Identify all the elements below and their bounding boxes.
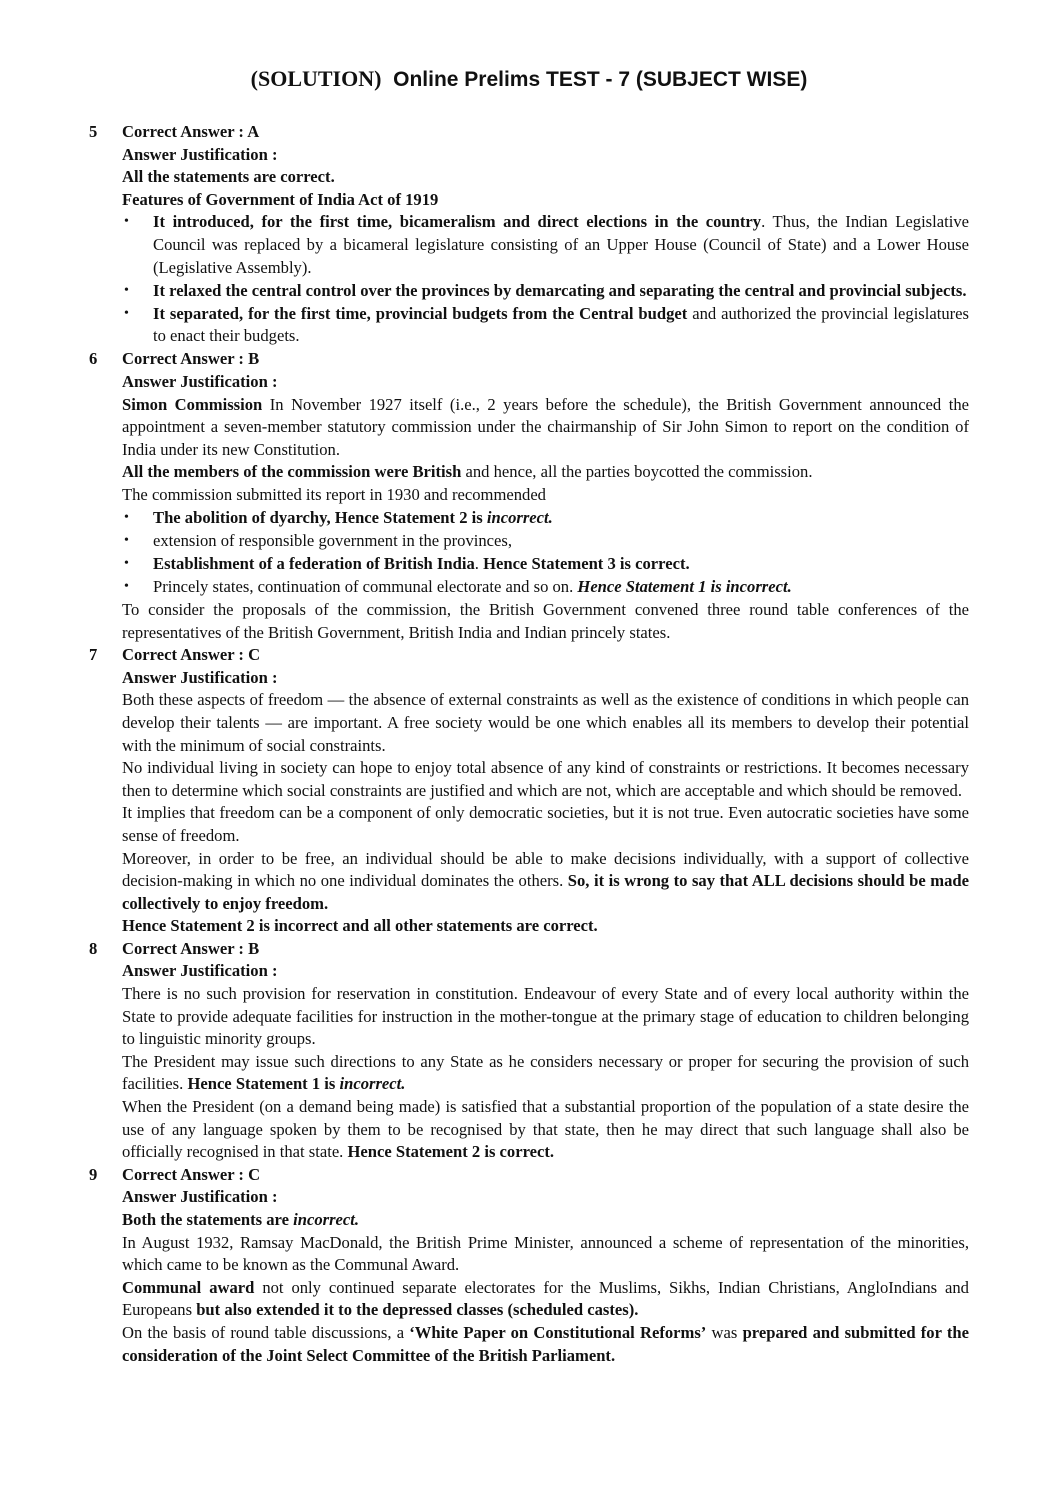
justification-label: Answer Justification : xyxy=(122,961,278,981)
bullet-list xyxy=(122,211,969,348)
justification-paragraph xyxy=(122,1209,969,1232)
justification-label: Answer Justification : xyxy=(122,144,278,164)
bold-text xyxy=(340,1074,406,1093)
justification-paragraph: Communal award not only continued separate electorates for the Muslims, Sikhs, Indian Christians, AngloIndians and Europeans but also extended it to the depressed classes (scheduled castes). xyxy=(122,1277,969,1320)
justification-label: Answer Justification : xyxy=(122,1187,278,1207)
italic-text: incorrect. xyxy=(486,507,553,527)
italic-text: incorrect. xyxy=(339,1074,406,1094)
correct-answer: Correct Answer : B xyxy=(122,938,260,958)
solutions-content xyxy=(89,121,969,1367)
bold-text: The abolition of dyarchy, Hence Statement 2 is xyxy=(153,507,487,527)
correct-answer: Correct Answer : B xyxy=(122,349,260,369)
bold-text xyxy=(577,577,791,596)
italic-text: Hence Statement 1 is incorrect. xyxy=(577,576,792,596)
bullet-icon: • xyxy=(124,532,129,548)
correct-answer: Correct Answer : C xyxy=(122,645,261,665)
bullet-item: • Establishment of a federation of British India. Hence Statement 3 is correct. xyxy=(122,553,969,576)
bullet-item xyxy=(122,507,969,530)
page-title xyxy=(0,64,1058,95)
question-number: 9 xyxy=(89,1164,98,1184)
justification-paragraph: There is no such provision for reservation in constitution. Endeavour of every State and of every local authority within the State to provide adequate facilities for instruction in the mother-tongue at the primary stage of education to children belonging to linguistic minority groups. xyxy=(122,984,969,1049)
justification-paragraph: All the members of the commission were British and hence, all the parties boycotted the commission. xyxy=(122,462,813,482)
justification-paragraph: Simon Commission In November 1927 itself (i.e., 2 years before the schedule), the British Government announced the appointment a seven-member statutory commission under the chairmanship of Sir John Simon to report on the condition of India under its new Constitution. xyxy=(122,394,969,459)
bold-text: All the statements are correct. xyxy=(122,167,335,187)
title-prefix: (SOLUTION) xyxy=(250,66,382,91)
question-solution xyxy=(89,938,969,1164)
justification-paragraph xyxy=(122,189,969,212)
justification-paragraph: The President may issue such directions to any State as he considers necessary or proper for securing the provision of such facilities. Hence Statement 1 is incorrect. xyxy=(122,1051,969,1094)
bullet-item: • extension of responsible government in the provinces, xyxy=(122,530,969,553)
bullet-icon: • xyxy=(124,578,129,594)
bullet-item: • It separated, for the first time, provincial budgets from the Central budget and authorized the provincial legislatures to enact their budgets. xyxy=(124,303,969,346)
bullet-icon: • xyxy=(124,509,129,525)
bold-text: Establishment of a federation of British India xyxy=(153,553,475,573)
bold-text: It introduced, for the first time, bicameralism and direct elections in the country xyxy=(153,212,762,232)
justification-paragraph: No individual living in society can hope to enjoy total absence of any kind of constraints or restrictions. It becomes necessary then to determine which social constraints are justified and which are not, which are acceptable and which should be removed. xyxy=(122,758,969,800)
bullet-item: • It introduced, for the first time, bicameralism and direct elections in the country. Thus, the Indian Legislative Council was replaced by a bicameral legislature consisting of an Upper House (Council of State) and a Lower House (Legislative Assembly). xyxy=(124,212,969,277)
bold-text: Hence Statement 1 is xyxy=(187,1074,340,1094)
justification-paragraph: On the basis of round table discussions, a ‘White Paper on Constitutional Reforms’ was prepared and submitted for the consideration of the Joint Select Committee of the British Parliament. xyxy=(122,1322,969,1365)
justification-paragraph: To consider the proposals of the commission, the British Government convened three round table conferences of the representatives of the British Government, British India and Indian princely states. xyxy=(122,599,969,642)
bold-text: So, it is wrong to say that ALL decisions should be made collectively to enjoy freedom. xyxy=(122,871,969,913)
justification-paragraph: Both these aspects of freedom — the absence of external constraints as well as the existence of conditions in which people can develop their talents — are important. A free society would be one which enables all its members to develop their potential with the minimum of social constraints. xyxy=(122,690,969,755)
question-solution xyxy=(89,348,969,644)
bullet-list xyxy=(122,507,969,599)
bold-text: prepared and submitted for the consideration of the Joint Select Committee of the British Parliament. xyxy=(122,1322,969,1365)
justification-paragraph xyxy=(122,166,969,189)
bold-text: Hence Statement 2 is incorrect and all other statements are correct. xyxy=(122,916,598,936)
bullet-icon: • xyxy=(124,214,129,230)
correct-answer: Correct Answer : C xyxy=(122,1164,261,1184)
bold-text: Hence Statement 2 is correct. xyxy=(347,1142,555,1162)
bold-text: but also extended it to the depressed classes (scheduled castes). xyxy=(196,1300,639,1320)
question-solution xyxy=(89,121,969,348)
question-number: 5 xyxy=(89,122,98,141)
bold-text xyxy=(487,508,553,527)
bold-text: Both the statements are xyxy=(122,1210,294,1229)
question-number: 7 xyxy=(89,645,98,665)
bold-text: Simon Commission xyxy=(122,394,263,414)
bold-text: It separated, for the first time, provincial budgets from the Central budget xyxy=(153,303,688,323)
bold-text: Hence Statement 3 is correct. xyxy=(483,553,690,573)
justification-paragraph: When the President (on a demand being made) is satisfied that a substantial proportion of the population of a state desire the use of any language spoken by them to be recognised by that state, then he may direct that such language shall also be officially recognised in that state. Hence Statement 2 is correct. xyxy=(122,1097,969,1162)
bullet-item xyxy=(122,280,969,303)
bullet-icon: • xyxy=(124,305,129,321)
justification-paragraph: In August 1932, Ramsay MacDonald, the British Prime Minister, announced a scheme of representation of the minorities, which came to be known as the Communal Award. xyxy=(122,1232,969,1275)
bold-text: Communal award xyxy=(122,1277,255,1297)
justification-paragraph xyxy=(122,915,969,938)
title-main: Online Prelims TEST - 7 (SUBJECT WISE) xyxy=(393,68,808,91)
bold-text: It relaxed the central control over the provinces by demarcating and separating the central and provincial subjects. xyxy=(153,280,967,300)
correct-answer: Correct Answer : A xyxy=(122,122,260,141)
bold-text: Features of Government of India Act of 1919 xyxy=(122,189,439,209)
question-number: 6 xyxy=(89,349,98,369)
justification-label: Answer Justification : xyxy=(122,667,278,687)
bullet-icon: • xyxy=(124,555,129,571)
justification-label: Answer Justification : xyxy=(122,372,278,392)
bold-text: ‘White Paper on Constitutional Reforms’ xyxy=(409,1322,707,1342)
bold-text xyxy=(293,1210,359,1229)
italic-text: incorrect. xyxy=(293,1210,360,1229)
question-solution xyxy=(89,1164,969,1367)
question-number: 8 xyxy=(89,938,98,958)
justification-paragraph: Moreover, in order to be free, an individual should be able to make decisions individually, with a support of collective decision-making in which no one individual dominates the others. So, it is wrong to say that ALL decisions should be made collectively to enjoy freedom. xyxy=(122,848,969,913)
bold-text: All the members of the commission were British xyxy=(122,462,462,482)
bullet-item: • Princely states, continuation of communal electorate and so on. Hence Statement 1 is incorrect. xyxy=(122,576,969,599)
justification-paragraph: The commission submitted its report in 1930 and recommended xyxy=(122,485,546,504)
justification-paragraph: It implies that freedom can be a component of only democratic societies, but it is not true. Even autocratic societies have some sense of freedom. xyxy=(122,803,969,845)
bullet-icon: • xyxy=(124,282,129,298)
question-solution xyxy=(89,644,969,938)
